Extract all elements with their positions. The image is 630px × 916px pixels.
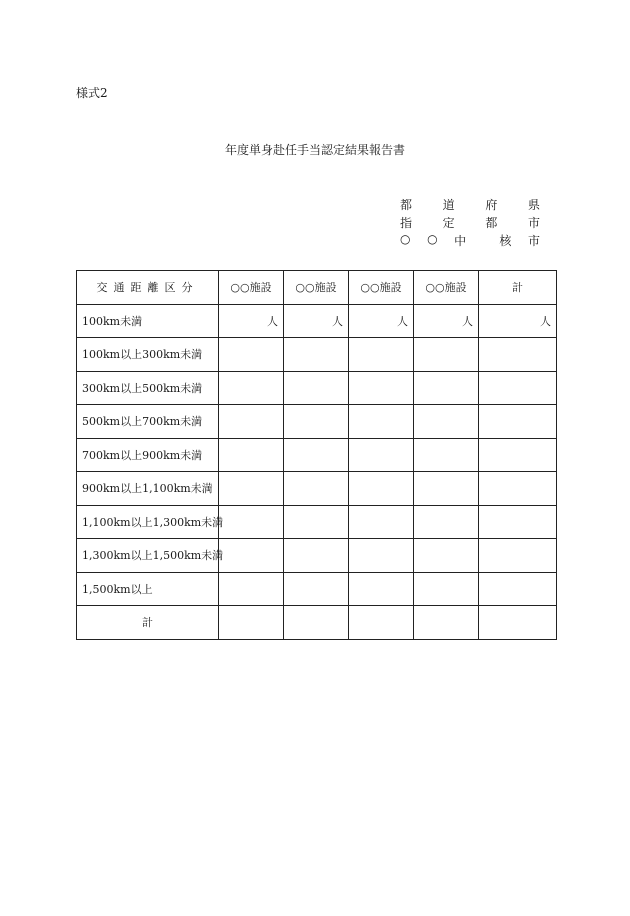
table-cell — [479, 572, 557, 606]
row-label: 500km以上700km未満 — [77, 405, 219, 439]
table-cell — [349, 539, 414, 573]
unit-cell: 人 — [349, 304, 414, 338]
row-label: 100km未満 — [77, 304, 219, 338]
table-cell — [284, 371, 349, 405]
table-cell — [219, 371, 284, 405]
unit-cell: 人 — [479, 304, 557, 338]
recipient-line-core-city: ○ ○ 中 核 市 — [400, 232, 540, 248]
table-cell — [219, 539, 284, 573]
table-cell — [349, 572, 414, 606]
table-cell — [284, 405, 349, 439]
table-cell — [219, 572, 284, 606]
row-label: 1,100km以上1,300km未満 — [77, 505, 219, 539]
header-facility: ○○施設 — [219, 271, 284, 305]
document-title: 年度単身赴任手当認定結果報告書 — [224, 143, 405, 157]
table-cell — [479, 606, 557, 640]
table-cell — [414, 371, 479, 405]
table-cell — [479, 539, 557, 573]
header-distance: 交通距離区分 — [77, 271, 219, 305]
table-cell — [284, 438, 349, 472]
table-row — [77, 472, 557, 506]
recipient-line-designated-city: 指 定 都 市 — [400, 216, 540, 230]
table-cell — [479, 405, 557, 439]
table-cell — [284, 505, 349, 539]
table-cell — [284, 539, 349, 573]
table-row — [77, 405, 557, 439]
table-cell — [479, 472, 557, 506]
table-cell — [219, 472, 284, 506]
table-cell — [349, 405, 414, 439]
table-cell — [284, 472, 349, 506]
table-row — [77, 505, 557, 539]
table-cell — [479, 338, 557, 372]
unit-cell: 人 — [414, 304, 479, 338]
table-row — [77, 338, 557, 372]
total-row — [77, 606, 557, 640]
table-cell — [349, 338, 414, 372]
table-cell — [414, 505, 479, 539]
table-cell — [219, 505, 284, 539]
table-row — [77, 438, 557, 472]
row-label: 1,300km以上1,500km未満 — [77, 539, 219, 573]
table-cell — [284, 338, 349, 372]
table-cell — [349, 606, 414, 640]
total-row-label: 計 — [77, 606, 219, 640]
header-facility: ○○施設 — [284, 271, 349, 305]
report-table — [76, 270, 557, 640]
row-label: 1,500km以上 — [77, 572, 219, 606]
table-cell — [349, 438, 414, 472]
table-cell — [284, 572, 349, 606]
table-cell — [414, 606, 479, 640]
table-cell — [414, 405, 479, 439]
row-label: 100km以上300km未満 — [77, 338, 219, 372]
table-cell — [349, 472, 414, 506]
recipient-block — [400, 196, 540, 250]
table-row — [77, 371, 557, 405]
table-cell — [479, 371, 557, 405]
table-cell — [479, 505, 557, 539]
unit-cell: 人 — [219, 304, 284, 338]
table-cell — [414, 539, 479, 573]
table-row — [77, 572, 557, 606]
table-cell — [219, 606, 284, 640]
form-label: 様式2 — [76, 86, 108, 100]
row-label: 900km以上1,100km未満 — [77, 472, 219, 506]
table-cell — [479, 438, 557, 472]
table-row — [77, 304, 557, 338]
table-cell — [219, 438, 284, 472]
table-cell — [219, 405, 284, 439]
header-facility: ○○施設 — [349, 271, 414, 305]
table-row — [77, 539, 557, 573]
recipient-line-prefecture: 都 道 府 県 — [400, 198, 540, 212]
table-cell — [414, 572, 479, 606]
header-facility: ○○施設 — [414, 271, 479, 305]
table-cell — [219, 338, 284, 372]
unit-cell: 人 — [284, 304, 349, 338]
table-cell — [414, 472, 479, 506]
table-cell — [349, 505, 414, 539]
header-row — [77, 271, 557, 305]
row-label: 300km以上500km未満 — [77, 371, 219, 405]
row-label: 700km以上900km未満 — [77, 438, 219, 472]
table-cell — [414, 438, 479, 472]
table-cell — [284, 606, 349, 640]
table-cell — [414, 338, 479, 372]
table-cell — [349, 371, 414, 405]
header-total: 計 — [479, 271, 557, 305]
